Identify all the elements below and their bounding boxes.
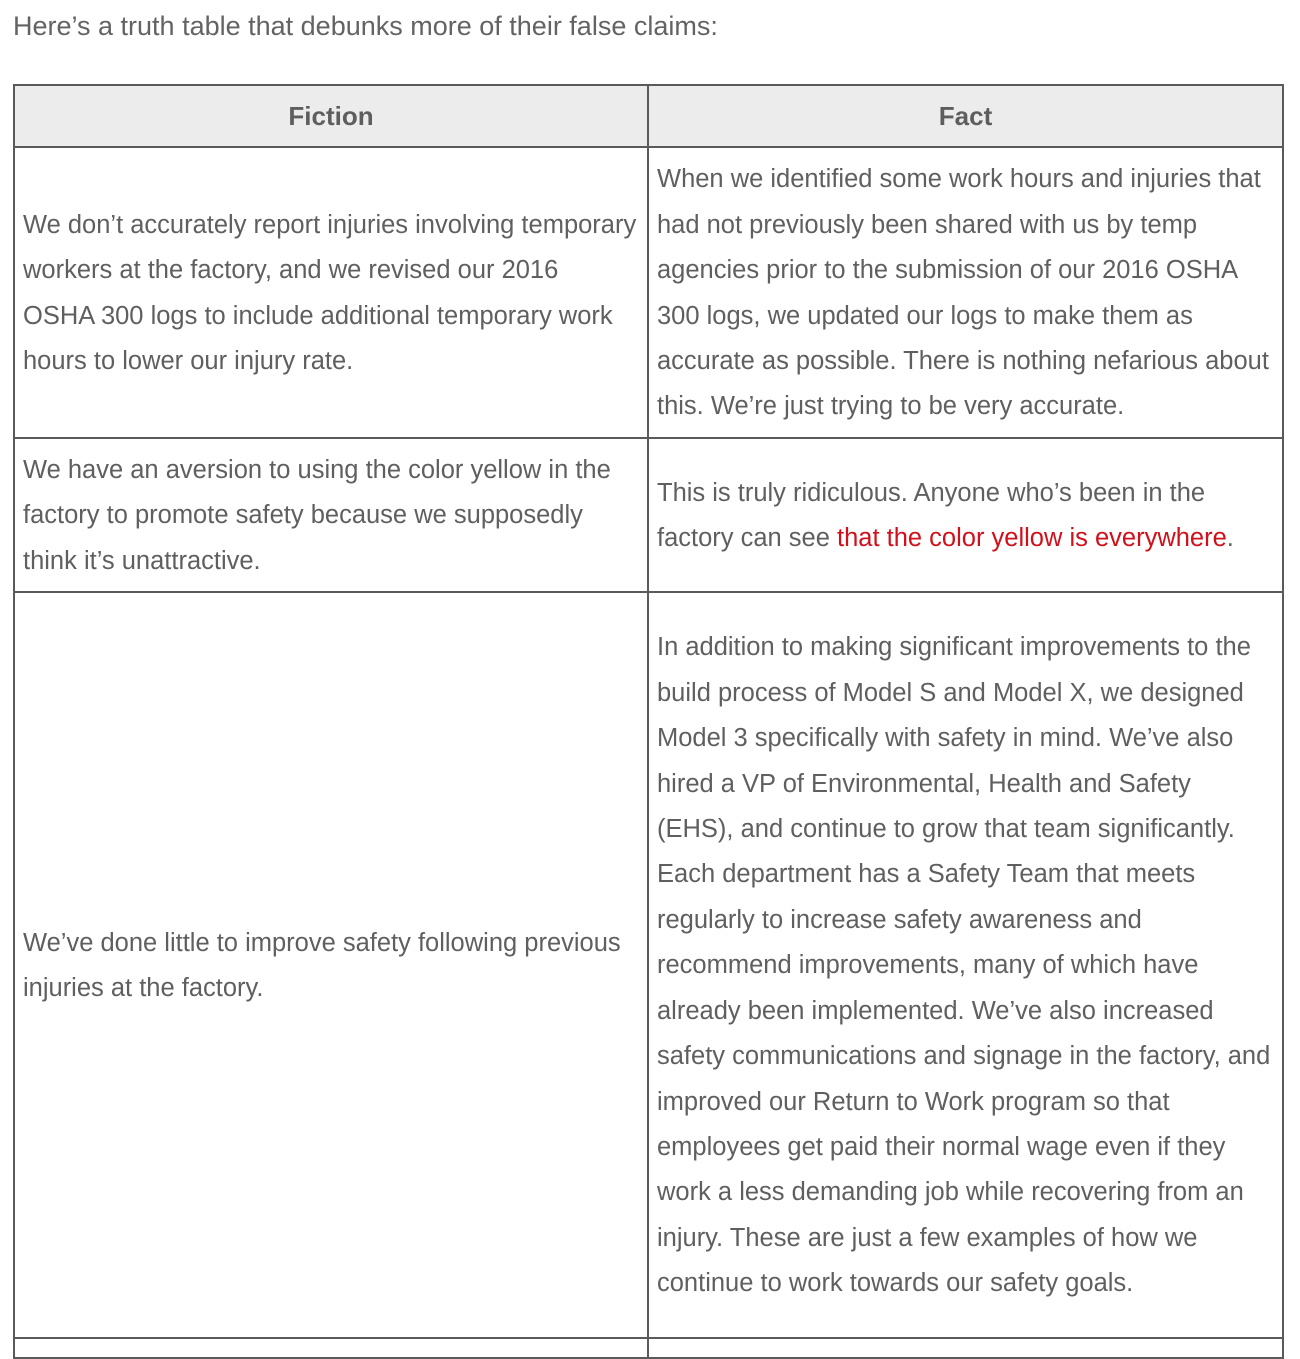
fact-text: This is truly ridiculous. Anyone who’s been in the factory can see [657,478,1206,552]
table-row [14,438,1283,592]
fact-cell: In addition to making significant improvements to the build process of Model S and Model X, we designed Model 3 specifically with safety in mind. We’ve also hired a VP of Environmental, Health and Safety (EHS), and continue to grow that team significantly. Each department has a Safety Team that meets regularly to increase safety awareness and recommend improvements, many of which have already been implemented. We’ve also increased safety communications and signage in the factory, and improved our Return to Work program so that employees get paid their normal wage even if they work a less demanding job while recovering from an injury. These are just a few examples of how we continue to work towards our safety goals. [648,592,1283,1338]
empty-cell [14,1338,648,1358]
table-row [14,147,1283,438]
fact-cell [648,438,1283,592]
fiction-cell: We’ve done little to improve safety following previous injuries at the factory. [14,592,648,1338]
table-header-row [14,85,1283,147]
truth-table [13,84,1284,1359]
table-row-partial [14,1338,1283,1358]
fact-text-end: . [1226,524,1234,552]
fiction-cell: We don’t accurately report injuries involving temporary workers at the factory, and we revised our 2016 OSHA 300 logs to include additional temporary work hours to lower our injury rate. [14,147,648,438]
header-fiction: Fiction [14,85,648,147]
fiction-cell: We have an aversion to using the color yellow in the factory to promote safety because we supposedly think it’s unattractive. [14,438,648,592]
table-row [14,592,1283,1338]
intro-text: Here’s a truth table that debunks more of their false claims: [13,11,718,41]
fact-cell: When we identified some work hours and injuries that had not previously been shared with us by temp agencies prior to the submission of our 2016 OSHA 300 logs, we updated our logs to make them as accurate as possible. There is nothing nefarious about this. We’re just trying to be very accurate. [648,147,1283,438]
empty-cell [648,1338,1283,1358]
yellow-everywhere-link[interactable]: that the color yellow is everywhere [837,524,1227,552]
header-fact: Fact [648,85,1283,147]
truth-table-container [13,84,1282,1359]
